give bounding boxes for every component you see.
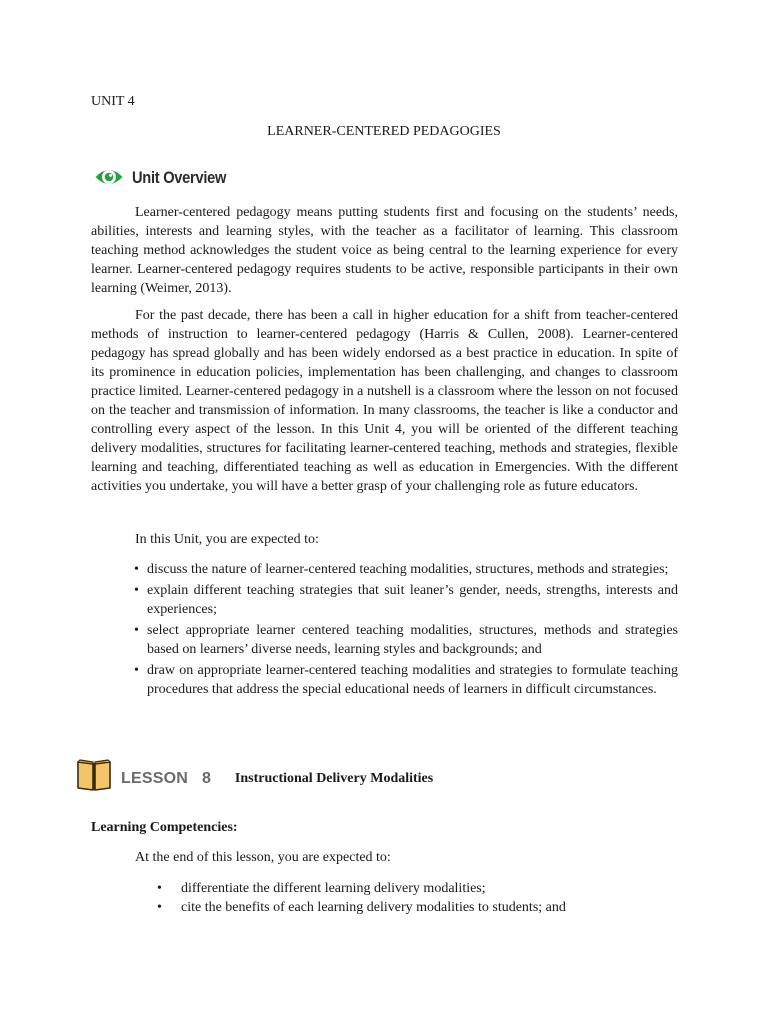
bullet-icon: • [134, 562, 139, 577]
objective-text: select appropriate learner centered teaching modalities, structures, methods and strategies based on learners’ diverse needs, learning styles and backgrounds; and [147, 623, 678, 657]
intro-paragraph-2: For the past decade, there has been a call in higher education for a shift from teacher-centered methods of instruction to learner-centered pedagogy (Harris & Cullen, 2008). Learner-centered pedagogy has spread globally and has been widely endorsed as a best practice in education. In spite of its prominence in education policies, implementation has been challenging, and changes to classroom practice limited. Learner-centered pedagogy in a nutshell is a classroom where the lesson on not focused on the teacher and transmission of information. In many classrooms, the teacher is like a conductor and controlling every aspect of the lesson. In this Unit 4, you will be oriented of the different teaching delivery modalities, structures for facilitating learner-centered teaching, methods and strategies, flexible learning and teaching, differentiated teaching as well as education in Emergencies. With the different activities you undertake, you will have a better grasp of your challenging role as future educators. [91, 308, 678, 494]
page-title: LEARNER-CENTERED PEDAGOGIES [267, 124, 501, 139]
competencies-heading: Learning Competencies: [91, 820, 238, 835]
unit-label: UNIT 4 [91, 94, 135, 109]
objective-text: explain different teaching strategies that suit leaner’s gender, needs, strengths, interests and experiences; [147, 583, 678, 617]
lesson-number: 8 [202, 769, 211, 787]
list-item [133, 560, 678, 579]
list-item [133, 621, 678, 659]
bullet-icon: • [134, 583, 139, 598]
eye-icon [94, 164, 124, 190]
bullet-icon: • [157, 900, 162, 915]
bullet-icon: • [157, 881, 162, 896]
lesson-expectations-intro: At the end of this lesson, you are expected to: [135, 850, 391, 865]
unit-overview-label: Unit Overview [132, 167, 227, 187]
unit-overview-header [94, 163, 241, 191]
bullet-icon: • [134, 663, 139, 678]
book-icon [76, 758, 112, 798]
list-item [157, 879, 677, 898]
intro-paragraph-1: Learner-centered pedagogy means putting students first and focusing on the students’ needs, abilities, interests and learning styles, with the teacher as a facilitator of learning. This classroom teaching method acknowledges the student voice as being central to the learning experience for every learner. Learner-centered pedagogy requires students to be active, responsible participants in their own learning (Weimer, 2013). [91, 205, 678, 296]
outcome-text: differentiate the different learning delivery modalities; [181, 881, 486, 896]
lesson-label: LESSON [121, 769, 188, 787]
list-item [157, 898, 677, 917]
objective-text: draw on appropriate learner-centered teaching modalities and strategies to formulate teaching procedures that address the special educational needs of learners in difficult circumstances. [147, 663, 678, 697]
lesson-header [76, 760, 433, 796]
list-item [133, 581, 678, 619]
unit-objectives-list [133, 560, 678, 701]
outcome-text: cite the benefits of each learning delivery modalities to students; and [181, 900, 566, 915]
bullet-icon: • [134, 623, 139, 638]
unit-expectations-intro: In this Unit, you are expected to: [135, 532, 319, 547]
objective-text: discuss the nature of learner-centered teaching modalities, structures, methods and strategies; [147, 562, 669, 577]
lesson-outcomes-list [157, 879, 677, 917]
list-item [133, 661, 678, 699]
lesson-title: Instructional Delivery Modalities [234, 770, 434, 786]
